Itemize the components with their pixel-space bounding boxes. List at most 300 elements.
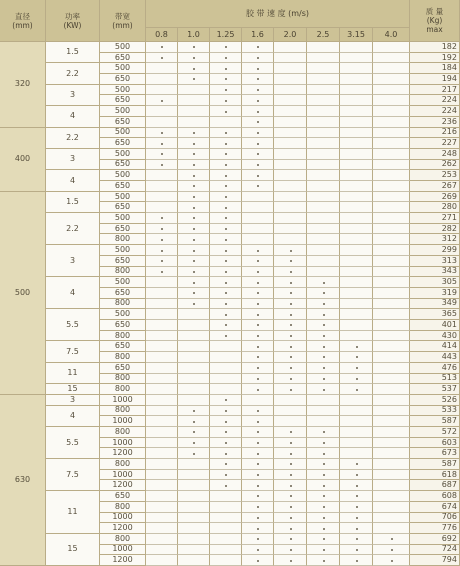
availability-dot	[225, 164, 227, 166]
speed-cell	[210, 352, 242, 363]
speed-cell	[274, 170, 307, 181]
speed-cell	[307, 128, 340, 139]
speed-cell	[178, 234, 210, 245]
speed-cell	[373, 363, 410, 374]
mass-cell: 401	[410, 320, 460, 331]
availability-dot	[193, 46, 195, 48]
power-cell: 4	[46, 106, 100, 127]
speed-cell	[178, 106, 210, 117]
belt-width-cell: 800	[100, 352, 146, 363]
availability-dot	[257, 367, 259, 369]
power-cell: 3	[46, 85, 100, 106]
speed-cell	[373, 416, 410, 427]
speed-cell	[242, 513, 274, 524]
speed-cell	[210, 331, 242, 342]
belt-width-cell: 500	[100, 128, 146, 139]
speed-cell	[340, 277, 373, 288]
availability-dot	[257, 431, 259, 433]
availability-dot	[193, 271, 195, 273]
speed-cell	[178, 352, 210, 363]
speed-cell	[274, 85, 307, 96]
availability-dot	[193, 57, 195, 59]
availability-dot	[225, 431, 227, 433]
availability-dot	[225, 228, 227, 230]
speed-cell	[274, 234, 307, 245]
speed-cell	[178, 277, 210, 288]
belt-width-cell: 1200	[100, 480, 146, 491]
speed-cell	[210, 416, 242, 427]
speed-cell	[242, 288, 274, 299]
belt-width-cell: 1200	[100, 448, 146, 459]
speed-cell	[373, 63, 410, 74]
speed-cell	[210, 395, 242, 406]
speed-cell	[146, 534, 178, 545]
speed-cell	[340, 267, 373, 278]
speed-cell	[178, 63, 210, 74]
belt-width-cell: 500	[100, 213, 146, 224]
availability-dot	[161, 153, 163, 155]
speed-cell	[307, 395, 340, 406]
speed-cell	[274, 555, 307, 566]
speed-cell	[274, 427, 307, 438]
speed-cell	[274, 256, 307, 267]
availability-dot	[193, 410, 195, 412]
availability-dot	[290, 314, 292, 316]
mass-cell: 724	[410, 545, 460, 556]
speed-cell	[340, 138, 373, 149]
speed-cell	[307, 106, 340, 117]
power-cell: 15	[46, 384, 100, 395]
speed-cell	[146, 470, 178, 481]
speed-cell	[307, 309, 340, 320]
availability-dot	[290, 346, 292, 348]
belt-width-cell: 500	[100, 85, 146, 96]
speed-cell	[340, 491, 373, 502]
availability-dot	[257, 314, 259, 316]
availability-dot	[356, 474, 358, 476]
speed-cell	[242, 74, 274, 85]
availability-dot	[225, 132, 227, 134]
speed-cell	[178, 513, 210, 524]
availability-dot	[193, 207, 195, 209]
speed-cell	[210, 234, 242, 245]
speed-cell	[373, 138, 410, 149]
availability-dot	[225, 292, 227, 294]
speed-cell	[178, 341, 210, 352]
speed-cell	[242, 267, 274, 278]
speed-cell	[274, 149, 307, 160]
speed-cell	[307, 117, 340, 128]
availability-dot	[161, 132, 163, 134]
mass-cell: 537	[410, 384, 460, 395]
availability-dot	[323, 495, 325, 497]
speed-cell	[242, 202, 274, 213]
speed-cell	[274, 138, 307, 149]
availability-dot	[257, 143, 259, 145]
availability-dot	[323, 282, 325, 284]
belt-width-cell: 500	[100, 149, 146, 160]
speed-cell	[340, 523, 373, 534]
speed-cell	[210, 480, 242, 491]
availability-dot	[356, 356, 358, 358]
power-cell: 11	[46, 491, 100, 534]
speed-cell	[242, 545, 274, 556]
speed-cell	[340, 448, 373, 459]
speed-cell	[340, 245, 373, 256]
speed-cell	[146, 170, 178, 181]
mass-header-line: max	[426, 25, 443, 34]
availability-dot	[290, 485, 292, 487]
speed-cell	[274, 95, 307, 106]
belt-width-header-line: (mm)	[112, 20, 133, 30]
availability-dot	[161, 217, 163, 219]
speed-cell	[307, 416, 340, 427]
speed-cell	[178, 384, 210, 395]
speed-cell	[210, 502, 242, 513]
availability-dot	[290, 442, 292, 444]
speed-cell	[373, 406, 410, 417]
power-cell: 3	[46, 245, 100, 277]
mass-cell: 513	[410, 374, 460, 385]
speed-cell	[307, 224, 340, 235]
speed-cell	[274, 160, 307, 171]
speed-cell	[146, 42, 178, 53]
speed-cell	[178, 448, 210, 459]
speed-cell	[146, 320, 178, 331]
speed-cell	[307, 85, 340, 96]
availability-dot	[225, 46, 227, 48]
speed-cell	[373, 85, 410, 96]
speed-cell	[146, 523, 178, 534]
availability-dot	[391, 560, 393, 562]
speed-cell	[373, 149, 410, 160]
availability-dot	[161, 250, 163, 252]
speed-cell	[178, 138, 210, 149]
speed-cell	[340, 416, 373, 427]
availability-dot	[193, 228, 195, 230]
belt-width-cell: 800	[100, 299, 146, 310]
availability-dot	[290, 538, 292, 540]
speed-cell	[146, 299, 178, 310]
speed-cell	[146, 85, 178, 96]
availability-dot	[225, 282, 227, 284]
availability-dot	[323, 431, 325, 433]
availability-dot	[323, 356, 325, 358]
speed-cell	[307, 320, 340, 331]
availability-dot	[225, 421, 227, 423]
speed-cell	[373, 470, 410, 481]
speed-cell	[178, 128, 210, 139]
speed-cell	[274, 320, 307, 331]
availability-dot	[356, 517, 358, 519]
availability-dot	[225, 239, 227, 241]
belt-width-header	[100, 0, 146, 42]
belt-width-cell: 650	[100, 138, 146, 149]
speed-cell	[178, 374, 210, 385]
availability-dot	[290, 453, 292, 455]
availability-dot	[257, 549, 259, 551]
speed-cell	[274, 341, 307, 352]
availability-dot	[356, 389, 358, 391]
availability-dot	[323, 474, 325, 476]
speed-cell	[307, 406, 340, 417]
speed-cell	[274, 448, 307, 459]
speed-cell	[307, 534, 340, 545]
availability-dot	[225, 111, 227, 113]
speed-col-header: 2.5	[307, 28, 340, 42]
speed-cell	[210, 192, 242, 203]
availability-dot	[193, 239, 195, 241]
mass-cell: 349	[410, 299, 460, 310]
belt-width-cell: 800	[100, 534, 146, 545]
speed-cell	[274, 224, 307, 235]
speed-cell	[373, 491, 410, 502]
speed-cell	[307, 95, 340, 106]
speed-cell	[373, 106, 410, 117]
speed-cell	[274, 63, 307, 74]
availability-dot	[225, 314, 227, 316]
availability-dot	[257, 164, 259, 166]
speed-cell	[178, 416, 210, 427]
availability-dot	[257, 389, 259, 391]
speed-cell	[146, 224, 178, 235]
availability-dot	[193, 68, 195, 70]
speed-col-header: 4.0	[373, 28, 410, 42]
speed-cell	[307, 74, 340, 85]
speed-cell	[274, 513, 307, 524]
speed-cell	[242, 277, 274, 288]
speed-cell	[373, 555, 410, 566]
speed-cell	[340, 288, 373, 299]
availability-dot	[193, 250, 195, 252]
speed-cell	[307, 384, 340, 395]
speed-cell	[307, 438, 340, 449]
mass-cell: 269	[410, 192, 460, 203]
speed-cell	[274, 416, 307, 427]
speed-cell	[274, 309, 307, 320]
speed-cell	[340, 341, 373, 352]
mass-cell: 319	[410, 288, 460, 299]
availability-dot	[290, 356, 292, 358]
mass-cell: 476	[410, 363, 460, 374]
speed-cell	[307, 160, 340, 171]
speed-cell	[373, 128, 410, 139]
speed-cell	[146, 267, 178, 278]
speed-cell	[146, 288, 178, 299]
availability-dot	[323, 324, 325, 326]
availability-dot	[290, 292, 292, 294]
belt-width-cell: 1000	[100, 416, 146, 427]
power-cell: 4	[46, 406, 100, 427]
availability-dot	[193, 164, 195, 166]
speed-cell	[242, 363, 274, 374]
speed-cell	[274, 299, 307, 310]
speed-cell	[210, 341, 242, 352]
speed-cell	[210, 277, 242, 288]
speed-cell	[146, 74, 178, 85]
belt-width-cell: 500	[100, 170, 146, 181]
availability-dot	[323, 303, 325, 305]
availability-dot	[323, 367, 325, 369]
availability-dot	[290, 560, 292, 562]
belt-width-cell: 500	[100, 63, 146, 74]
availability-dot	[225, 410, 227, 412]
availability-dot	[161, 46, 163, 48]
speed-cell	[307, 480, 340, 491]
belt-width-cell: 500	[100, 245, 146, 256]
availability-dot	[257, 260, 259, 262]
speed-cell	[340, 384, 373, 395]
speed-cell	[210, 117, 242, 128]
availability-dot	[161, 143, 163, 145]
mass-cell: 262	[410, 160, 460, 171]
speed-cell	[373, 331, 410, 342]
availability-dot	[193, 143, 195, 145]
speed-cell	[178, 555, 210, 566]
speed-cell	[242, 170, 274, 181]
belt-width-cell: 800	[100, 331, 146, 342]
availability-dot	[257, 495, 259, 497]
speed-cell	[340, 427, 373, 438]
availability-dot	[290, 463, 292, 465]
mass-cell: 443	[410, 352, 460, 363]
speed-cell	[178, 95, 210, 106]
availability-dot	[257, 68, 259, 70]
belt-width-header-line: 带宽	[115, 11, 130, 21]
speed-cell	[146, 202, 178, 213]
speed-cell	[210, 85, 242, 96]
speed-cell	[210, 384, 242, 395]
speed-cell	[340, 63, 373, 74]
speed-cell	[274, 331, 307, 342]
availability-dot	[161, 57, 163, 59]
speed-cell	[146, 234, 178, 245]
availability-dot	[290, 367, 292, 369]
mass-cell: 182	[410, 42, 460, 53]
mass-cell: 224	[410, 106, 460, 117]
speed-cell	[178, 427, 210, 438]
availability-dot	[225, 153, 227, 155]
speed-cell	[340, 256, 373, 267]
speed-cell	[178, 534, 210, 545]
belt-width-cell: 650	[100, 53, 146, 64]
speed-cell	[340, 234, 373, 245]
availability-dot	[257, 100, 259, 102]
availability-dot	[257, 185, 259, 187]
mass-cell: 608	[410, 491, 460, 502]
speed-cell	[307, 470, 340, 481]
speed-cell	[307, 53, 340, 64]
mass-cell: 280	[410, 202, 460, 213]
speed-cell	[373, 309, 410, 320]
availability-dot	[356, 495, 358, 497]
speed-cell	[178, 406, 210, 417]
availability-dot	[257, 153, 259, 155]
belt-width-cell: 650	[100, 363, 146, 374]
speed-cell	[210, 95, 242, 106]
speed-cell	[146, 149, 178, 160]
speed-cell	[178, 256, 210, 267]
belt-width-cell: 650	[100, 181, 146, 192]
availability-dot	[257, 453, 259, 455]
availability-dot	[323, 314, 325, 316]
speed-cell	[242, 459, 274, 470]
speed-cell	[242, 149, 274, 160]
speed-cell	[373, 374, 410, 385]
availability-dot	[257, 485, 259, 487]
availability-dot	[161, 228, 163, 230]
speed-cell	[274, 181, 307, 192]
availability-dot	[161, 260, 163, 262]
availability-dot	[391, 549, 393, 551]
power-cell: 2.2	[46, 128, 100, 149]
speed-cell	[178, 224, 210, 235]
speed-cell	[307, 555, 340, 566]
mass-cell: 603	[410, 438, 460, 449]
speed-cell	[307, 245, 340, 256]
mass-cell: 587	[410, 416, 460, 427]
availability-dot	[323, 549, 325, 551]
speed-cell	[146, 491, 178, 502]
belt-width-cell: 1000	[100, 513, 146, 524]
speed-cell	[146, 438, 178, 449]
speed-cell	[210, 555, 242, 566]
availability-dot	[257, 346, 259, 348]
speed-cell	[340, 299, 373, 310]
power-cell: 1.5	[46, 192, 100, 213]
speed-cell	[210, 320, 242, 331]
speed-cell	[210, 288, 242, 299]
diameter-cell: 320	[0, 42, 46, 128]
speed-cell	[373, 502, 410, 513]
speed-cell	[146, 181, 178, 192]
belt-width-cell: 650	[100, 202, 146, 213]
speed-cell	[210, 406, 242, 417]
speed-cell	[242, 160, 274, 171]
speed-cell	[307, 352, 340, 363]
belt-width-cell: 1000	[100, 395, 146, 406]
mass-cell: 313	[410, 256, 460, 267]
speed-cell	[210, 202, 242, 213]
speed-cell	[373, 213, 410, 224]
availability-dot	[257, 78, 259, 80]
availability-dot	[193, 453, 195, 455]
speed-cell	[146, 374, 178, 385]
speed-cell	[242, 85, 274, 96]
availability-dot	[225, 57, 227, 59]
speed-cell	[210, 245, 242, 256]
speed-cell	[146, 480, 178, 491]
speed-cell	[146, 416, 178, 427]
belt-width-cell: 650	[100, 95, 146, 106]
speed-cell	[178, 149, 210, 160]
mass-cell: 533	[410, 406, 460, 417]
speed-cell	[210, 106, 242, 117]
belt-width-cell: 500	[100, 309, 146, 320]
speed-cell	[242, 53, 274, 64]
speed-cell	[340, 117, 373, 128]
speed-cell	[242, 416, 274, 427]
speed-cell	[242, 106, 274, 117]
speed-cell	[274, 106, 307, 117]
belt-width-cell: 500	[100, 277, 146, 288]
speed-cell	[242, 192, 274, 203]
speed-cell	[274, 288, 307, 299]
power-cell: 15	[46, 534, 100, 566]
speed-cell	[146, 545, 178, 556]
power-header	[46, 0, 100, 42]
availability-dot	[323, 378, 325, 380]
